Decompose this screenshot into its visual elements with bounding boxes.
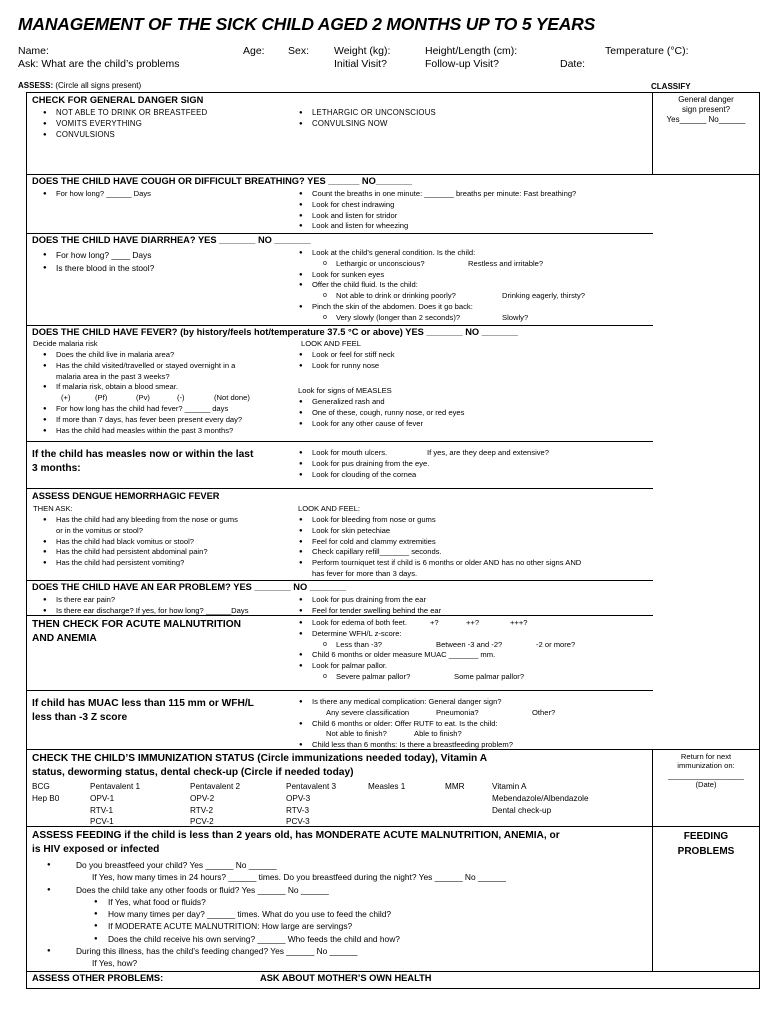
list-item[interactable]: ● If more than 7 days, has fever been present every day?	[40, 415, 242, 426]
list-item[interactable]: ● For how long has the child had fever? ______ days	[40, 404, 242, 415]
muac-section	[32, 697, 254, 725]
ear-heading: DOES THE CHILD HAVE AN EAR PROBLEM? YES _______ NO _______	[32, 582, 346, 592]
ear-list-left	[40, 595, 249, 617]
vaccine-mmr[interactable]: MMR	[445, 782, 465, 791]
other-problems-label[interactable]: ASSESS OTHER PROBLEMS:	[32, 973, 164, 983]
dengue-list-right	[296, 515, 581, 580]
danger-section	[32, 95, 203, 106]
list-item[interactable]: ● Is there ear pain?	[40, 595, 249, 606]
list-item[interactable]: ● Does the child live in malaria area?	[40, 350, 242, 361]
vaccine-rtv1[interactable]: RTV-1	[90, 806, 114, 815]
fever-list-left	[40, 350, 250, 436]
age-field-label[interactable]: Age:	[243, 45, 265, 57]
list-item[interactable]: o Lethargic or unconscious? Restless and irritable?	[296, 259, 475, 270]
ear-list-right	[296, 595, 441, 617]
malnutrition-list	[296, 618, 576, 683]
list-item[interactable]: ● Look for skin petechiae	[296, 526, 581, 537]
followup-visit-label[interactable]: Follow-up Visit?	[425, 58, 499, 70]
fever-heading: DOES THE CHILD HAVE FEVER? (by history/feels hot/temperature 37.5 °C or above) YES _______ NO _______	[32, 327, 518, 337]
diarrhea-list-left	[40, 249, 154, 274]
immunization-heading-2: status, deworming status, dental check-up (Circle if needed today)	[32, 766, 354, 778]
measles-heading-1: If the child has measles now or within the last	[32, 449, 254, 460]
list-item[interactable]: ● Does the child receive his own serving? ______ Who feeds the child and how?	[44, 933, 506, 945]
row-divider	[26, 971, 760, 972]
row-divider	[26, 233, 653, 234]
list-item[interactable]: ● If Yes, what food or fluids?	[44, 896, 506, 908]
row-divider	[26, 488, 653, 489]
fever-look-feel-label: LOOK AND FEEL	[301, 339, 361, 348]
vitamin-a[interactable]: Vitamin A	[492, 782, 527, 791]
malnutrition-heading-2: AND ANEMIA	[32, 632, 97, 644]
row-divider	[26, 580, 653, 581]
measles-section	[32, 448, 253, 476]
list-item[interactable]: ● Look for runny nose	[296, 361, 395, 372]
deworming[interactable]: Mebendazole/Albendazole	[492, 794, 589, 803]
list-item[interactable]: ● Is there ear discharge? If yes, for how long? ______Days	[40, 606, 249, 617]
muac-heading-1: If child has MUAC less than 115 mm or WFH/L	[32, 698, 254, 709]
ear-section	[32, 582, 346, 593]
danger-list-left	[40, 108, 207, 140]
cough-heading: DOES THE CHILD HAVE COUGH OR DIFFICULT BREATHING? YES ______ NO_______	[32, 176, 413, 186]
name-field-label[interactable]: Name:	[18, 45, 49, 57]
list-item: has fever for more than 3 days.	[312, 568, 418, 578]
list-item[interactable]: ● Is there any medical complication: General danger sign?	[296, 697, 513, 708]
assess-label: ASSESS: (Circle all signs present)	[18, 81, 142, 90]
malaria-risk-label: Decide malaria risk	[33, 339, 98, 348]
list-item[interactable]: ● Count the breaths in one minute: _______ breaths per minute: Fast breathing?	[296, 189, 576, 200]
smear-results[interactable]: (+) (Pf) (Pv) (-) (Not done)	[61, 393, 250, 403]
dengue-heading: ASSESS DENGUE HEMORRHAGIC FEVER	[32, 491, 220, 501]
feeding-classify-1: FEEDING	[683, 831, 729, 842]
vaccine-opv1[interactable]: OPV-1	[90, 794, 115, 803]
feeding-heading-2: is HIV exposed or infected	[32, 843, 160, 855]
list-item[interactable]: ● CONVULSING NOW	[296, 119, 436, 130]
date-field-label[interactable]: Date:	[560, 58, 586, 70]
vaccine-hepb0[interactable]: Hep B0	[32, 794, 60, 803]
diarrhea-list-right	[296, 248, 586, 324]
danger-classify-q1: General danger	[678, 95, 734, 104]
return-label-2: immunization on:	[677, 761, 735, 771]
vaccine-measles1[interactable]: Measles 1	[368, 782, 406, 791]
feeding-heading-1: ASSESS FEEDING if the child is less than 2 years old, has MONDERATE ACUTE MALNUTRITION, ANEMIA, or	[32, 830, 560, 841]
vaccine-opv3[interactable]: OPV-3	[286, 794, 311, 803]
list-item[interactable]: Any severe classification Pneumonia? Other?	[326, 707, 556, 717]
row-divider	[26, 441, 653, 442]
measles-list	[296, 448, 550, 480]
list-item[interactable]: Not able to finish? Able to finish?	[326, 729, 462, 739]
list-item[interactable]: ● Offer the child fluid. Is the child:	[296, 280, 475, 291]
cough-section	[32, 176, 412, 187]
danger-classify-q2: sign present?	[681, 104, 731, 114]
feeding-section	[32, 829, 647, 857]
list-item[interactable]: ● Look for sunken eyes	[296, 270, 475, 281]
fever-section	[32, 327, 518, 338]
form-title: MANAGEMENT OF THE SICK CHILD AGED 2 MONTHS UP TO 5 YEARS	[18, 14, 596, 34]
list-item[interactable]: If Yes, how?	[92, 958, 138, 969]
list-item[interactable]: ● Has the child had measles within the past 3 months?	[40, 426, 242, 437]
dengue-section	[32, 491, 220, 502]
immunization-heading-1: CHECK THE CHILD’S IMMUNIZATION STATUS (Circle immunizations needed today), Vitamin A	[32, 753, 488, 764]
muac-heading-2: less than -3 Z score	[32, 711, 128, 723]
feeding-classify	[653, 829, 759, 859]
list-item[interactable]: ● NOT ABLE TO DRINK OR BREASTFEED	[40, 108, 207, 119]
list-item[interactable]: ● Look for palmar pallor.	[296, 661, 495, 672]
list-item[interactable]: ● Look and listen for wheezing	[296, 221, 576, 232]
list-item[interactable]: ● Pinch the skin of the abdomen. Does it go back:	[296, 302, 475, 313]
initial-visit-label[interactable]: Initial Visit?	[334, 58, 387, 70]
list-item[interactable]: ● Perform tourniquet test if child is 6 months or older AND has no other signs AND	[296, 558, 581, 569]
list-item[interactable]: ● For how long? ____ Days	[40, 249, 154, 262]
list-item[interactable]: ● Look at the child’s general condition. Is the child:	[296, 248, 475, 259]
danger-list-right	[296, 108, 436, 130]
return-date-label: (Date)	[695, 779, 717, 789]
list-item[interactable]: ● CONVULSIONS	[40, 130, 207, 141]
list-item[interactable]: ● Do you breastfeed your child? Yes ______ No ______	[44, 859, 506, 871]
list-item[interactable]: ● Feel for tender swelling behind the ear	[296, 606, 441, 617]
list-item[interactable]: ● Feel for cold and clammy extremities	[296, 537, 581, 548]
vaccine-rtv3[interactable]: RTV-3	[286, 806, 310, 815]
cough-list-right	[296, 189, 576, 232]
vaccine-bcg[interactable]: BCG	[32, 782, 50, 791]
list-item[interactable]: ● Look for any other cause of fever	[296, 419, 464, 430]
vaccine-pcv1[interactable]: PCV-1	[90, 817, 114, 826]
danger-classify-yn[interactable]: Yes______ No______	[666, 114, 746, 124]
danger-classify	[653, 95, 759, 124]
list-item[interactable]: ● Check capillary refill_______ seconds.	[296, 547, 581, 558]
measles-signs-label: Look for signs of MEASLES	[298, 386, 392, 395]
list-item[interactable]: ● Look or feel for stiff neck	[296, 350, 395, 361]
return-label-1: Return for next	[680, 752, 732, 761]
malnutrition-section	[32, 618, 241, 646]
vaccine-pcv3[interactable]: PCV-3	[286, 817, 310, 826]
list-item[interactable]: ● Look and listen for stridor	[296, 211, 576, 222]
list-item[interactable]: ● Determine WFH/L z-score:	[296, 629, 495, 640]
vaccine-opv2[interactable]: OPV-2	[190, 794, 215, 803]
vaccine-penta3[interactable]: Pentavalent 3	[286, 782, 337, 791]
list-item[interactable]: ● Has the child had black vomitus or stool?	[40, 537, 238, 548]
list-item[interactable]: ● Look for mouth ulcers. If yes, are they deep and extensive?	[296, 448, 429, 459]
fever-measles-list	[296, 397, 464, 429]
list-item[interactable]: ● Look for pus draining from the ear	[296, 595, 441, 606]
list-item[interactable]: ● Has the child visited/travelled or stayed overnight in a	[40, 361, 242, 372]
vaccine-penta1[interactable]: Pentavalent 1	[90, 782, 141, 791]
mother-health-label[interactable]: ASK ABOUT MOTHER’S OWN HEALTH	[260, 973, 432, 983]
list-item[interactable]: ● Child 6 months or older: Offer RUTF to eat. Is the child:	[296, 719, 513, 730]
list-item[interactable]: ● Child 6 months or older measure MUAC _______ mm.	[296, 650, 495, 661]
list-item[interactable]: ● Has the child had persistent vomiting?	[40, 558, 238, 569]
list-item[interactable]: ● For how long? ______ Days	[40, 189, 151, 200]
feeding-questions	[44, 859, 506, 970]
muac-list	[296, 697, 556, 751]
sex-field-label[interactable]: Sex:	[288, 45, 310, 57]
malnutrition-heading-1: THEN CHECK FOR ACUTE MALNUTRITION	[32, 619, 242, 630]
list-item[interactable]: o Very slowly (longer than 2 seconds)? Slowly?	[296, 313, 475, 324]
vaccine-pcv2[interactable]: PCV-2	[190, 817, 214, 826]
vaccine-penta2[interactable]: Pentavalent 2	[190, 782, 241, 791]
danger-heading: CHECK FOR GENERAL DANGER SIGN	[32, 95, 204, 105]
list-item: malaria area in the past 3 weeks?	[56, 371, 170, 381]
list-item[interactable]: ● Look for pus draining from the eye.	[296, 459, 429, 470]
list-item[interactable]: ● During this illness, has the child’s feeding changed? Yes ______ No ______	[44, 945, 506, 957]
dental-checkup[interactable]: Dental check-up	[492, 806, 552, 815]
list-item[interactable]: ● Has the child had any bleeding from the nose or gums	[40, 515, 238, 526]
dengue-look-feel-label: LOOK AND FEEL:	[298, 504, 361, 513]
list-item[interactable]: ● How many times per day? ______ times. What do you use to feed the child?	[44, 908, 506, 920]
fever-list-right	[296, 350, 395, 372]
vaccine-rtv2[interactable]: RTV-2	[190, 806, 214, 815]
list-item[interactable]: ● Generalized rash and	[296, 397, 464, 408]
return-date-field[interactable]: __________________	[667, 770, 745, 780]
list-item[interactable]: ● LETHARGIC OR UNCONSCIOUS	[296, 108, 436, 119]
list-item[interactable]: ● Look for chest indrawing	[296, 200, 576, 211]
list-item[interactable]: o Severe palmar pallor? Some palmar pallor?	[296, 672, 495, 683]
list-item[interactable]: ● Look for bleeding from nose or gums	[296, 515, 581, 526]
weight-field-label[interactable]: Weight (kg):	[334, 45, 391, 57]
temperature-field-label[interactable]: Temperature (°C):	[605, 45, 689, 57]
list-item[interactable]: ● VOMITS EVERYTHING	[40, 119, 207, 130]
list-item[interactable]: ● Has the child had persistent abdominal pain?	[40, 547, 238, 558]
list-item[interactable]: If Yes, how many times in 24 hours? ______ times. Do you breastfeed during the night? Yes ______ No ______	[92, 872, 506, 883]
list-item[interactable]: ● Look for edema of both feet. +? ++? +++?	[296, 618, 495, 629]
list-item[interactable]: o Less than -3? Between -3 and -2? -2 or more?	[296, 640, 495, 651]
measles-heading-2: 3 months:	[32, 462, 81, 474]
list-item[interactable]: ● Does the child take any other foods or fluid? Yes ______ No ______	[44, 884, 506, 896]
row-divider	[26, 174, 760, 175]
list-item[interactable]: ● If MODERATE ACUTE MALNUTRITION: How large are servings?	[44, 920, 506, 932]
row-divider	[26, 325, 653, 326]
list-item[interactable]: ● Is there blood in the stool?	[40, 262, 154, 275]
list-item[interactable]: o Not able to drink or drinking poorly? Drinking eagerly, thirsty?	[296, 291, 475, 302]
list-item[interactable]: ● Child less than 6 months: Is there a breastfeeding problem?	[296, 740, 513, 751]
row-divider	[26, 826, 760, 827]
cough-list-left	[40, 189, 151, 200]
diarrhea-heading: DOES THE CHILD HAVE DIARRHEA? YES _______ NO _______	[32, 235, 311, 245]
row-divider	[26, 690, 653, 691]
child-problems-label[interactable]: Ask: What are the child’s problems	[18, 58, 180, 70]
immunization-classify	[653, 752, 759, 789]
height-field-label[interactable]: Height/Length (cm):	[425, 45, 518, 57]
feeding-classify-2: PROBLEMS	[677, 846, 735, 857]
dengue-then-ask-label: THEN ASK:	[33, 504, 73, 513]
classify-label: CLASSIFY	[651, 82, 691, 91]
list-item[interactable]: ● Look for clouding of the cornea	[296, 470, 429, 481]
list-item[interactable]: ● One of these, cough, runny nose, or red eyes	[296, 408, 464, 419]
list-item[interactable]: ● If malaria risk, obtain a blood smear.	[40, 382, 242, 393]
list-item: or in the vomitus or stool?	[56, 525, 143, 535]
immunization-section	[32, 752, 647, 780]
dengue-list-left	[40, 515, 238, 569]
diarrhea-section	[32, 235, 311, 246]
